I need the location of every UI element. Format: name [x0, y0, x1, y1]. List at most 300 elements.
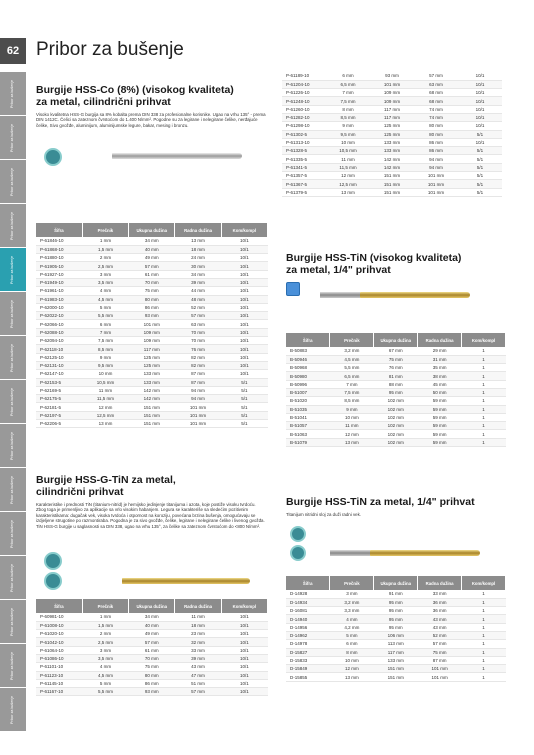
table-row: [286, 648, 506, 656]
table-cell: 75 mm: [129, 287, 175, 295]
sidebar-tab[interactable]: [0, 644, 26, 688]
table-cell: 23 mm: [175, 630, 221, 638]
table-cell: P-61949-10: [36, 278, 82, 286]
material-metal-icon: [44, 552, 62, 570]
table-cell: B-51079: [286, 438, 330, 446]
table-cell: P-61335-5: [282, 155, 326, 163]
table-cell: 76 mm: [374, 364, 418, 372]
table-cell: 109 mm: [129, 337, 175, 345]
table-cell: 39 mm: [175, 278, 221, 286]
table-cell: P-61868-10: [36, 245, 82, 253]
table-row: [36, 646, 268, 654]
page-number: 62: [0, 38, 26, 64]
column-header: Kom/kompl: [221, 223, 267, 237]
table-cell: P-61145-10: [36, 679, 82, 687]
table-cell: D-15855: [286, 673, 330, 681]
table-cell: 117 mm: [370, 113, 414, 121]
table-cell: 102 mm: [374, 430, 418, 438]
table-cell: 34 mm: [129, 613, 175, 621]
table-cell: 5 mm: [82, 303, 128, 311]
table-cell: 101 mm: [414, 180, 458, 188]
table-cell: 87 mm: [418, 656, 462, 664]
table-cell: B-51035: [286, 405, 330, 413]
table-cell: 94 mm: [414, 155, 458, 163]
table-row: [36, 237, 268, 245]
table-cell: 74 mm: [414, 113, 458, 121]
table-cell: 10/1: [221, 361, 267, 369]
hsstin2-description: Titanijum nitridni sloj za duži radni vek.: [286, 512, 361, 517]
table-cell: 10/1: [221, 328, 267, 336]
tin-drill-bit-image: [360, 292, 470, 298]
table-cell: 10/1: [458, 72, 502, 80]
table-row: [36, 370, 268, 378]
table-cell: 45 mm: [418, 380, 462, 388]
table-cell: 81 mm: [374, 372, 418, 380]
table-cell: 10,5 mm: [82, 378, 128, 386]
table-cell: 10/1: [458, 138, 502, 146]
table-cell: B-51020: [286, 397, 330, 405]
table-cell: 142 mm: [129, 386, 175, 394]
table-cell: 1: [462, 438, 506, 446]
table-cell: P-62131-10: [36, 361, 82, 369]
table-cell: 95 mm: [374, 623, 418, 631]
table-cell: 86 mm: [414, 138, 458, 146]
table-cell: 101 mm: [418, 665, 462, 673]
table-cell: 95 mm: [374, 598, 418, 606]
table-cell: 3 mm: [330, 590, 374, 598]
material-metal-icon: [44, 148, 62, 166]
table-cell: 50 mm: [418, 388, 462, 396]
table-cell: 63 mm: [175, 320, 221, 328]
table-row: [36, 303, 268, 311]
table-cell: D-14962: [286, 631, 330, 639]
table-cell: P-61302-5: [282, 130, 326, 138]
table-cell: 151 mm: [129, 420, 175, 428]
table-cell: 70 mm: [175, 328, 221, 336]
table-cell: P-61367-5: [282, 180, 326, 188]
table-cell: 142 mm: [129, 395, 175, 403]
table-row: [282, 72, 502, 80]
table-cell: 10/1: [221, 613, 267, 621]
table-cell: 10,5 mm: [326, 147, 370, 155]
table-cell: 7,5 mm: [330, 388, 374, 396]
table-cell: 80 mm: [414, 130, 458, 138]
table-row: [36, 254, 268, 262]
hssco-table: [36, 223, 268, 428]
table-cell: B-50968: [286, 364, 330, 372]
table-cell: B-50946: [286, 355, 330, 363]
column-header: Prečnik: [330, 576, 374, 590]
table-row: [36, 320, 268, 328]
table-cell: P-61282-10: [282, 113, 326, 121]
table-cell: 1: [462, 673, 506, 681]
sidebar-tab[interactable]: [0, 292, 26, 336]
table-cell: 9,5 mm: [82, 361, 128, 369]
table-cell: 151 mm: [374, 673, 418, 681]
column-header: Prečnik: [82, 599, 128, 613]
table-cell: 1: [462, 355, 506, 363]
table-cell: P-62206-5: [36, 420, 82, 428]
table-row: [36, 337, 268, 345]
table-cell: 43 mm: [175, 663, 221, 671]
sidebar-tab[interactable]: [0, 72, 26, 116]
table-cell: 1: [462, 590, 506, 598]
table-cell: 125 mm: [370, 130, 414, 138]
sidebar-tab[interactable]: [0, 688, 26, 732]
table-cell: 10/1: [221, 312, 267, 320]
table-cell: 86 mm: [129, 303, 175, 311]
table-cell: 75 mm: [418, 648, 462, 656]
table-cell: D-15849: [286, 665, 330, 673]
table-cell: 102 mm: [374, 405, 418, 413]
table-cell: 1: [462, 623, 506, 631]
table-cell: 5/1: [221, 386, 267, 394]
table-cell: 95 mm: [374, 388, 418, 396]
table-row: [36, 328, 268, 336]
table-cell: 80 mm: [414, 122, 458, 130]
table-cell: 48 mm: [175, 295, 221, 303]
table-cell: 5,5 mm: [330, 364, 374, 372]
table-cell: 10/1: [221, 688, 267, 696]
table-cell: 10/1: [221, 245, 267, 253]
sidebar-tab-label: Pribor za bušenje: [10, 563, 15, 592]
table-cell: 40 mm: [129, 245, 175, 253]
table-cell: P-61983-10: [36, 295, 82, 303]
table-cell: 1: [462, 388, 506, 396]
table-cell: 5/1: [221, 395, 267, 403]
column-header: Radna dužina: [175, 223, 221, 237]
table-cell: B-50996: [286, 380, 330, 388]
table-cell: P-62153-5: [36, 378, 82, 386]
table-cell: P-61086-10: [36, 654, 82, 662]
table-cell: 57 mm: [418, 640, 462, 648]
table-cell: 1 mm: [82, 613, 128, 621]
table-cell: 151 mm: [370, 172, 414, 180]
table-row: [286, 422, 506, 430]
table-cell: 59 mm: [418, 397, 462, 405]
sidebar-tab[interactable]: [0, 468, 26, 512]
table-cell: 101 mm: [414, 188, 458, 196]
table-cell: 1: [462, 648, 506, 656]
table-cell: 10/1: [221, 370, 267, 378]
table-cell: 10/1: [458, 80, 502, 88]
table-cell: 133 mm: [129, 370, 175, 378]
table-cell: 101 mm: [370, 80, 414, 88]
table-cell: 93 mm: [129, 688, 175, 696]
material-metal-icon: [44, 572, 62, 590]
table-cell: 10/1: [221, 287, 267, 295]
material-metal-icon: [290, 526, 306, 542]
table-cell: 2,5 mm: [82, 262, 128, 270]
table-row: [36, 353, 268, 361]
table-row: [282, 130, 502, 138]
sidebar-tab[interactable]: [0, 116, 26, 160]
table-cell: 10/1: [221, 278, 267, 286]
table-cell: 70 mm: [175, 337, 221, 345]
table-cell: 51 mm: [175, 679, 221, 687]
table-row: [286, 372, 506, 380]
table-cell: 10 mm: [82, 370, 128, 378]
table-cell: 133 mm: [374, 656, 418, 664]
table-cell: 1: [462, 347, 506, 355]
table-cell: 5/1: [221, 411, 267, 419]
table-cell: 1: [462, 397, 506, 405]
hssg-table-continued: [282, 72, 502, 197]
category-sidebar: [0, 72, 26, 732]
table-cell: P-61248-10: [282, 97, 326, 105]
table-cell: 117 mm: [374, 648, 418, 656]
table-row: [36, 245, 268, 253]
hssco-title: Burgije HSS-Co (8%) (visokog kvaliteta) za metal, cilindrični prihvat: [36, 84, 234, 108]
table-cell: 142 mm: [370, 163, 414, 171]
table-cell: 117 mm: [129, 345, 175, 353]
table-cell: P-62197-5: [36, 411, 82, 419]
sidebar-tab-label: Pribor za bušenje: [10, 299, 15, 328]
table-cell: 3,2 mm: [330, 598, 374, 606]
table-cell: 3,5 mm: [82, 654, 128, 662]
hssco-description: Visoko kvalitetna HSS-G burgija sa 8% kobalta prema DIN 338 za profesionalne korisnike. Ugao na vrhu 135° - prema DIN 1412C. Čelici sa zateznom čvrstoćom do 1.400 N/mm². Pogodne su za legirane i nelegirane čelike, nerđajuće čelike, Sivo gvožđe, aluminijum, aluminijumske legure, bakar, mesing i bronzu.: [36, 112, 266, 128]
table-row: [36, 278, 268, 286]
table-cell: 13 mm: [330, 438, 374, 446]
table-cell: 12 mm: [330, 430, 374, 438]
table-cell: 12,5 mm: [326, 180, 370, 188]
table-cell: 68 mm: [414, 89, 458, 97]
sidebar-tab[interactable]: [0, 248, 26, 292]
table-cell: P-62022-10: [36, 312, 82, 320]
drill-bit-image: [112, 153, 242, 159]
table-cell: 11 mm: [175, 613, 221, 621]
table-cell: P-60981-10: [36, 613, 82, 621]
table-cell: B-50883: [286, 347, 330, 355]
table-cell: P-61379-5: [282, 188, 326, 196]
sidebar-tab[interactable]: [0, 512, 26, 556]
table-cell: 11 mm: [326, 155, 370, 163]
table-cell: P-61905-10: [36, 262, 82, 270]
table-cell: 13 mm: [175, 237, 221, 245]
table-cell: 10/1: [458, 122, 502, 130]
table-cell: 109 mm: [370, 89, 414, 97]
table-cell: 87 mm: [175, 378, 221, 386]
table-cell: 10/1: [221, 345, 267, 353]
table-cell: 133 mm: [370, 147, 414, 155]
table-row: [282, 155, 502, 163]
table-cell: 2,5 mm: [82, 638, 128, 646]
table-row: [36, 638, 268, 646]
table-cell: 36 mm: [418, 607, 462, 615]
table-cell: 93 mm: [129, 312, 175, 320]
table-row: [282, 122, 502, 130]
hsstin2-title: Burgije HSS-TiN za metal, 1/4" prihvat: [286, 496, 475, 508]
table-cell: D-16081: [286, 607, 330, 615]
table-cell: P-62088-10: [36, 328, 82, 336]
table-cell: 1: [462, 607, 506, 615]
column-header: Ukupna dužina: [374, 576, 418, 590]
table-cell: 10/1: [221, 621, 267, 629]
sidebar-tab[interactable]: [0, 160, 26, 204]
table-cell: 18 mm: [175, 245, 221, 253]
table-cell: 4,5 mm: [82, 295, 128, 303]
hssco-section: [36, 84, 266, 128]
sidebar-tab-label: Pribor za bušenje: [10, 255, 15, 284]
hex-shank-image: [320, 292, 360, 298]
table-cell: 34 mm: [175, 270, 221, 278]
table-cell: P-62000-10: [36, 303, 82, 311]
table-cell: 49 mm: [129, 254, 175, 262]
table-cell: 9 mm: [326, 122, 370, 130]
table-cell: 2 mm: [82, 630, 128, 638]
table-cell: P-61042-10: [36, 638, 82, 646]
table-cell: 10/1: [221, 353, 267, 361]
table-cell: 57 mm: [175, 312, 221, 320]
table-cell: P-61298-10: [282, 122, 326, 130]
table-cell: 10/1: [458, 97, 502, 105]
table-cell: 10/1: [221, 262, 267, 270]
table-cell: 74 mm: [414, 105, 458, 113]
table-cell: 11 mm: [82, 386, 128, 394]
table-cell: 10/1: [221, 671, 267, 679]
table-cell: 133 mm: [370, 138, 414, 146]
column-header: Kom/kompl: [221, 599, 267, 613]
table-cell: 10/1: [221, 237, 267, 245]
table-row: [282, 105, 502, 113]
sidebar-tab[interactable]: [0, 336, 26, 380]
table-cell: P-62169-5: [36, 386, 82, 394]
table-cell: 10/1: [221, 654, 267, 662]
sidebar-tab-label: Pribor za bušenje: [10, 387, 15, 416]
table-cell: 93 mm: [370, 72, 414, 80]
table-cell: 8,5 mm: [326, 113, 370, 121]
table-cell: 5/1: [221, 378, 267, 386]
column-header: Kom/kompl: [462, 333, 506, 347]
table-cell: 10 mm: [330, 413, 374, 421]
table-cell: 5/1: [458, 163, 502, 171]
table-cell: P-61020-10: [36, 630, 82, 638]
table-cell: 2 mm: [82, 254, 128, 262]
table-cell: 1: [462, 631, 506, 639]
sidebar-tab[interactable]: [0, 556, 26, 600]
table-cell: 8 mm: [326, 105, 370, 113]
table-cell: 34 mm: [129, 237, 175, 245]
table-cell: 31 mm: [418, 355, 462, 363]
table-row: [286, 405, 506, 413]
table-cell: 10/1: [221, 663, 267, 671]
table-cell: 10/1: [221, 679, 267, 687]
table-cell: 95 mm: [374, 607, 418, 615]
table-cell: 3 mm: [82, 646, 128, 654]
table-cell: 63 mm: [414, 80, 458, 88]
table-cell: 10/1: [221, 270, 267, 278]
hex-shank-image: [330, 550, 370, 556]
table-row: [36, 654, 268, 662]
table-cell: 47 mm: [175, 671, 221, 679]
table-cell: 10/1: [221, 646, 267, 654]
sidebar-tab-label: Pribor za bušenje: [10, 607, 15, 636]
table-row: [36, 671, 268, 679]
table-cell: 18 mm: [175, 621, 221, 629]
table-cell: 10/1: [458, 89, 502, 97]
column-header: Šifra: [286, 333, 330, 347]
table-cell: 76 mm: [175, 345, 221, 353]
table-row: [286, 665, 506, 673]
table-cell: 5/1: [458, 180, 502, 188]
hsstin1-table: [286, 333, 506, 447]
table-cell: 133 mm: [129, 378, 175, 386]
table-cell: 61 mm: [129, 270, 175, 278]
table-cell: 86 mm: [414, 147, 458, 155]
table-cell: P-61260-10: [282, 105, 326, 113]
table-row: [36, 688, 268, 696]
sidebar-tab-label: Pribor za bušenje: [10, 695, 15, 724]
sidebar-tab-label: Pribor za bušenje: [10, 651, 15, 680]
table-cell: 75 mm: [129, 663, 175, 671]
table-cell: B-51041: [286, 413, 330, 421]
table-row: [286, 623, 506, 631]
table-cell: 5/1: [221, 420, 267, 428]
table-cell: 12,5 mm: [82, 411, 128, 419]
table-cell: 1: [462, 380, 506, 388]
table-cell: 8 mm: [330, 648, 374, 656]
table-cell: 5/1: [458, 147, 502, 155]
table-cell: 5 mm: [82, 679, 128, 687]
hssg-description: Karakteristike i prednosti TiN (titanium-nitrid) je hemijsko jedinjenje titanijuma i azota, koje postiže visoku tvrdoću. Zbog toga je primenljivo za aplikacije sa vrlo visokim habanjem. Legura se karakteriše sa sledećim pozitivnim karakteristikama: dugačak vek, visoka tvrdoća i otpornost na koroziju, povećana brzina bušenja, omogućavaju se izdjeljene strugotine po razmontiraba. Pogodna je za sivo gvožđe, čelike, legirane i nelegirane čelike i livenog gvožđa. TiN HSS-G burgije u saglasnosti sa DIN 338, ugao na vrhu 135°, za čelike sa zateznom čvrstoćom do <800 N/mm².: [36, 502, 265, 529]
table-cell: 94 mm: [414, 163, 458, 171]
table-cell: 151 mm: [374, 665, 418, 673]
column-header: Ukupna dužina: [374, 333, 418, 347]
table-row: [286, 598, 506, 606]
table-row: [36, 403, 268, 411]
table-cell: B-51007: [286, 388, 330, 396]
table-cell: 8,5 mm: [330, 397, 374, 405]
table-cell: D-15833: [286, 656, 330, 664]
sidebar-tab-label: Pribor za bušenje: [10, 211, 15, 240]
table-cell: B-51063: [286, 430, 330, 438]
table-cell: P-61008-10: [36, 621, 82, 629]
table-row: [282, 163, 502, 171]
table-cell: 49 mm: [129, 630, 175, 638]
table-row: [36, 345, 268, 353]
sidebar-tab[interactable]: [0, 380, 26, 424]
column-header: Šifra: [286, 576, 330, 590]
table-cell: P-62125-10: [36, 353, 82, 361]
table-cell: 7 mm: [330, 380, 374, 388]
column-header: Šifra: [36, 223, 82, 237]
sidebar-tab-label: Pribor za bušenje: [10, 79, 15, 108]
table-cell: 102 mm: [374, 413, 418, 421]
hssg-section: [36, 474, 266, 529]
table-cell: 11,5 mm: [82, 395, 128, 403]
table-row: [286, 347, 506, 355]
table-cell: P-62094-10: [36, 337, 82, 345]
table-cell: 59 mm: [418, 405, 462, 413]
table-cell: 95 mm: [374, 615, 418, 623]
table-cell: 67 mm: [374, 347, 418, 355]
table-cell: 125 mm: [129, 353, 175, 361]
table-cell: 80 mm: [129, 295, 175, 303]
sidebar-tab-label: Pribor za bušenje: [10, 519, 15, 548]
table-cell: 10/1: [458, 113, 502, 121]
table-cell: 35 mm: [418, 364, 462, 372]
table-cell: 5/1: [458, 130, 502, 138]
sidebar-tab[interactable]: [0, 424, 26, 468]
sidebar-tab[interactable]: [0, 204, 26, 248]
sidebar-tab[interactable]: [0, 600, 26, 644]
table-cell: 101 mm: [414, 172, 458, 180]
table-cell: 102 mm: [374, 438, 418, 446]
table-cell: 43 mm: [418, 615, 462, 623]
table-cell: D-14934: [286, 598, 330, 606]
table-cell: 7,5 mm: [82, 337, 128, 345]
table-cell: 9 mm: [82, 353, 128, 361]
